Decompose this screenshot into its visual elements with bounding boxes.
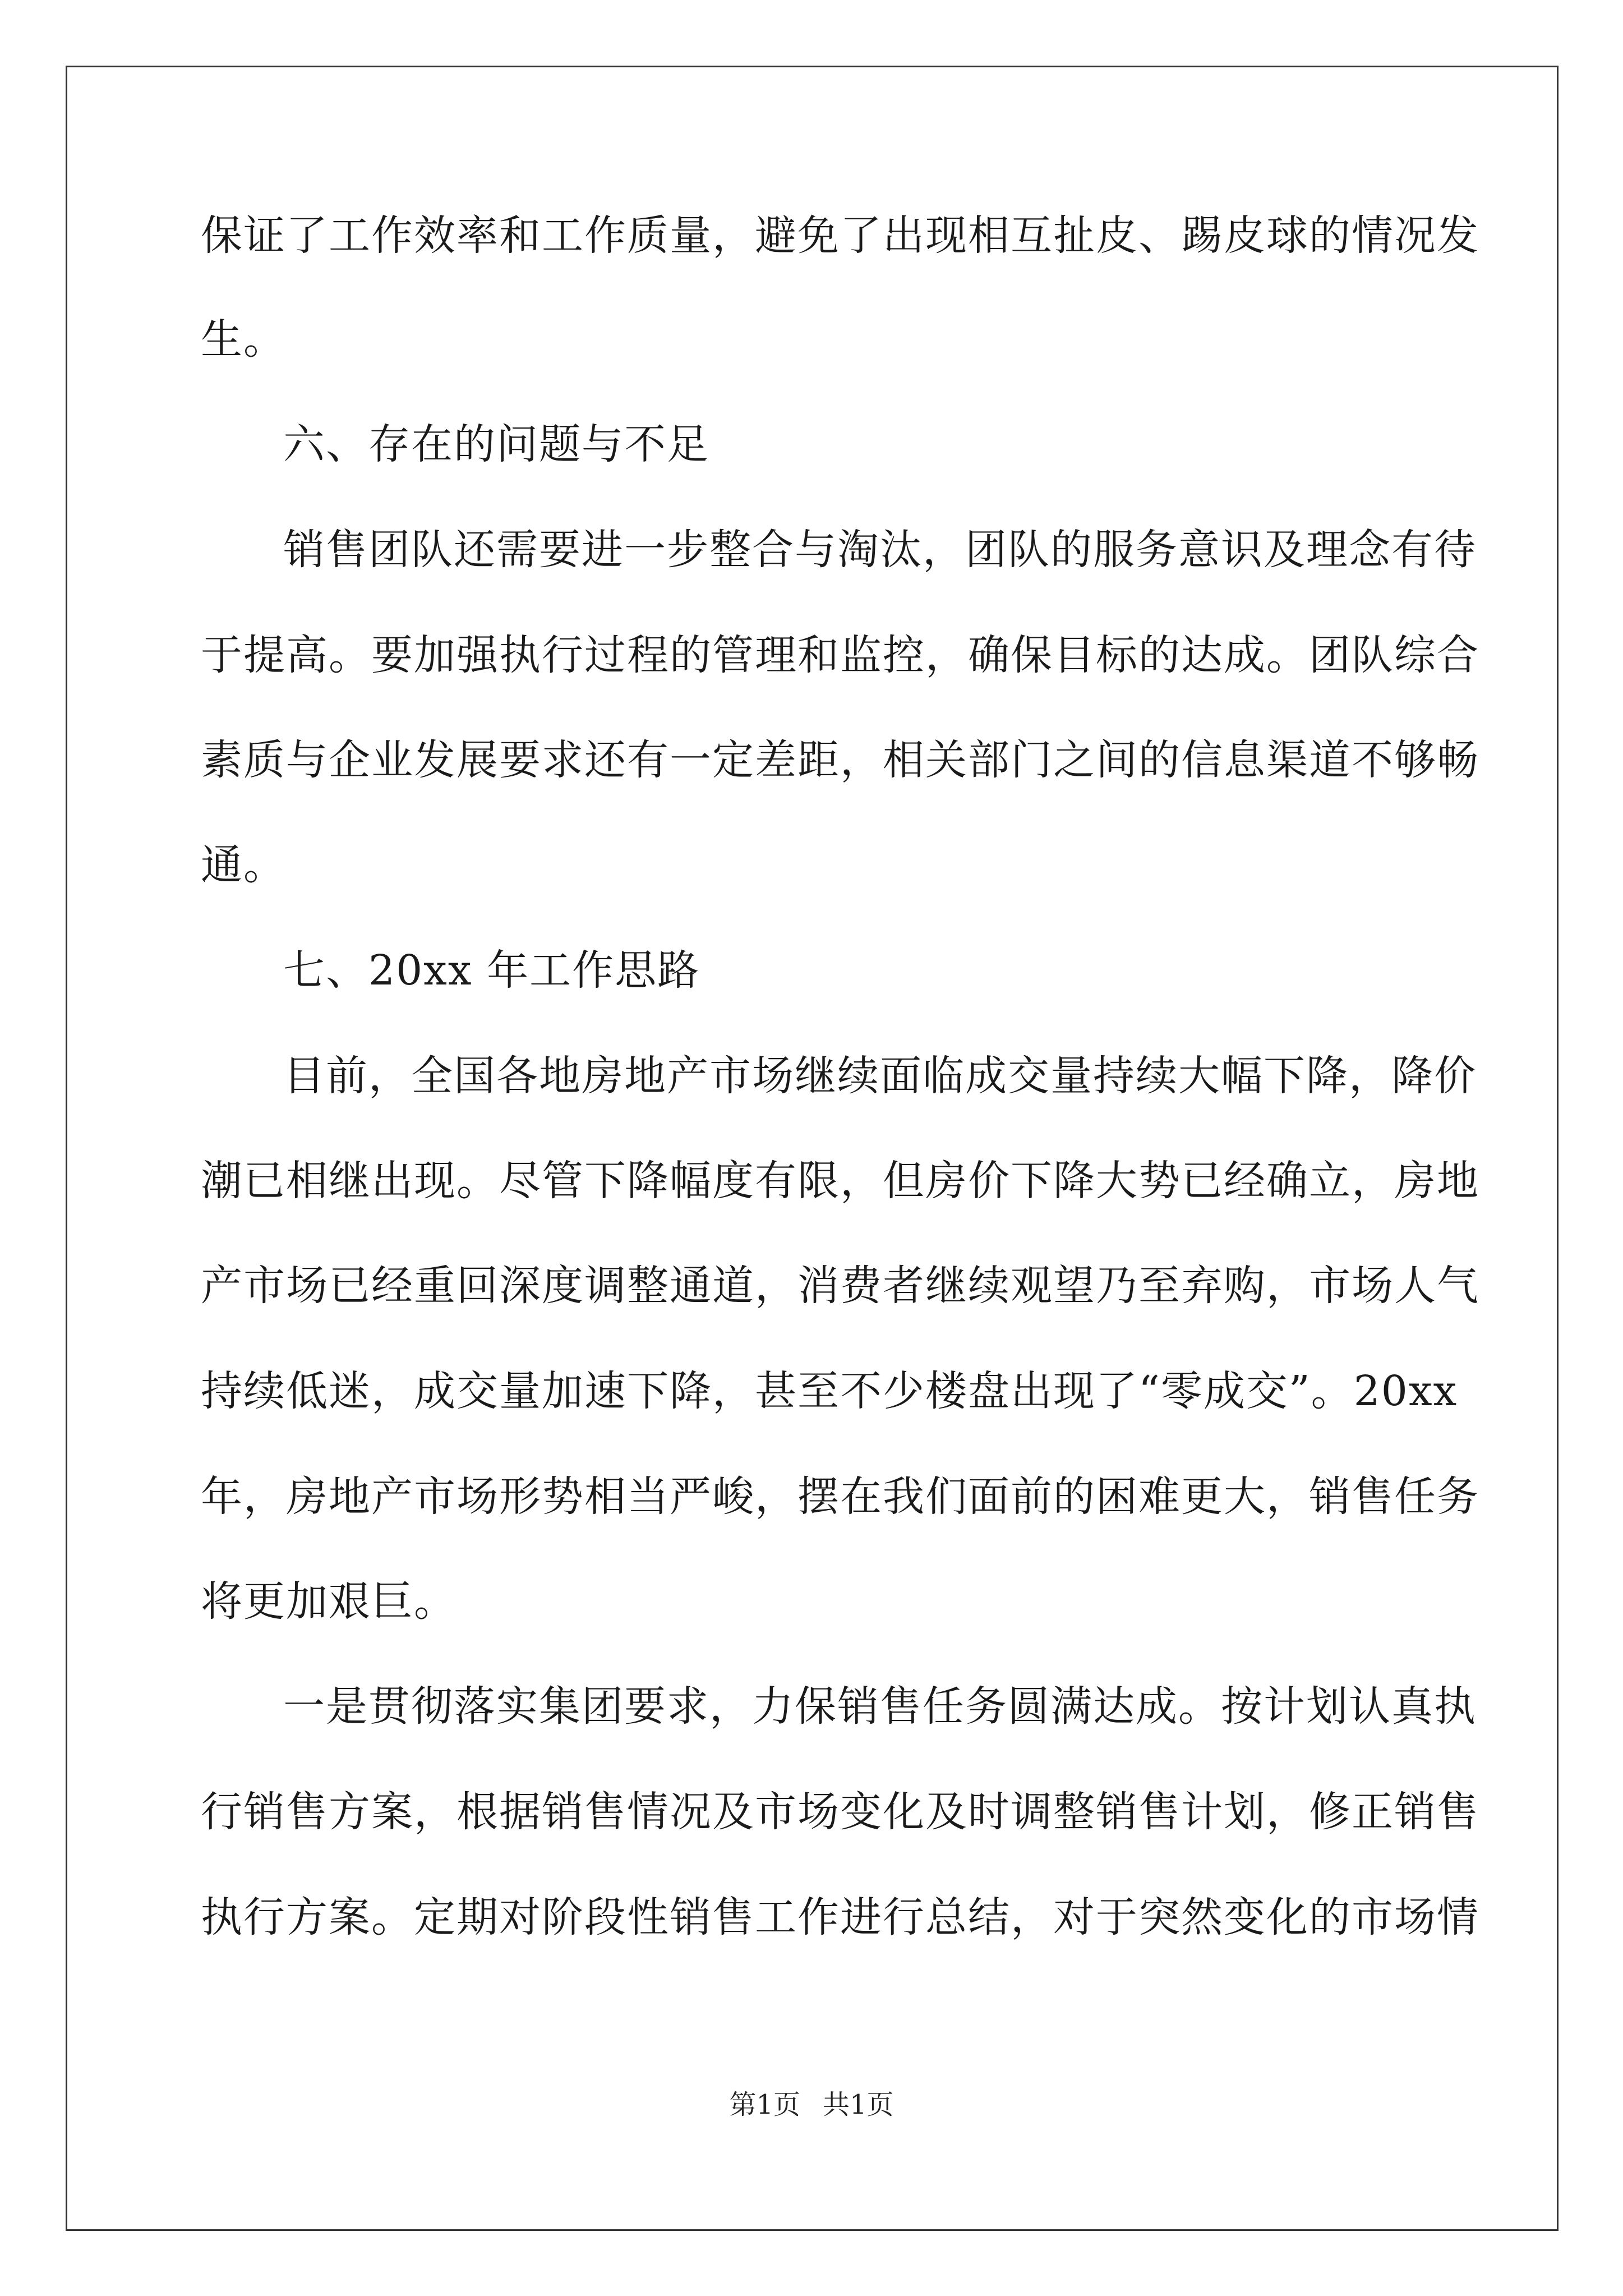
paragraph-line: 素质与企业发展要求还有一定差距，相关部门之间的信息渠道不够畅 — [201, 736, 1479, 784]
paragraph-line: 年，房地产市场形势相当严峻，摆在我们面前的困难更大，销售任务 — [201, 1473, 1479, 1521]
paragraph-line: 通。 — [201, 841, 286, 889]
paragraph-line: 保证了工作效率和工作质量，避免了出现相互扯皮、踢皮球的情况发 — [201, 211, 1479, 260]
page-number-total: 共1页 — [823, 2089, 894, 2120]
paragraph-line: 产市场已经重回深度调整通道，消费者继续观望乃至弃购，市场人气 — [201, 1262, 1479, 1310]
paragraph-line: 生。 — [201, 315, 286, 364]
paragraph-line: 一是贯彻落实集团要求，力保销售任务圆满达成。按计划认真执 — [283, 1682, 1477, 1731]
paragraph-line: 目前，全国各地房地产市场继续面临成交量持续大幅下降，降价 — [283, 1052, 1477, 1100]
paragraph-line: 销售团队还需要进一步整合与淘汰，团队的服务意识及理念有待 — [283, 526, 1477, 574]
page-footer — [0, 2088, 1623, 2122]
paragraph-line: 行销售方案，根据销售情况及市场变化及时调整销售计划，修正销售 — [201, 1788, 1479, 1836]
paragraph-line: 持续低迷，成交量加速下降，甚至不少楼盘出现了“零成交”。20xx — [201, 1367, 1458, 1415]
paragraph-line: 执行方案。定期对阶段性销售工作进行总结，对于突然变化的市场情 — [201, 1893, 1479, 1941]
paragraph-line: 于提高。要加强执行过程的管理和监控，确保目标的达成。团队综合 — [201, 631, 1479, 679]
page-number-current: 第1页 — [729, 2089, 800, 2120]
paragraph-line: 将更加艰巨。 — [201, 1577, 457, 1626]
section-heading: 六、存在的问题与不足 — [283, 420, 709, 468]
paragraph-line: 潮已相继出现。尽管下降幅度有限，但房价下降大势已经确立，房地 — [201, 1157, 1479, 1205]
section-heading: 七、20xx 年工作思路 — [283, 946, 700, 995]
